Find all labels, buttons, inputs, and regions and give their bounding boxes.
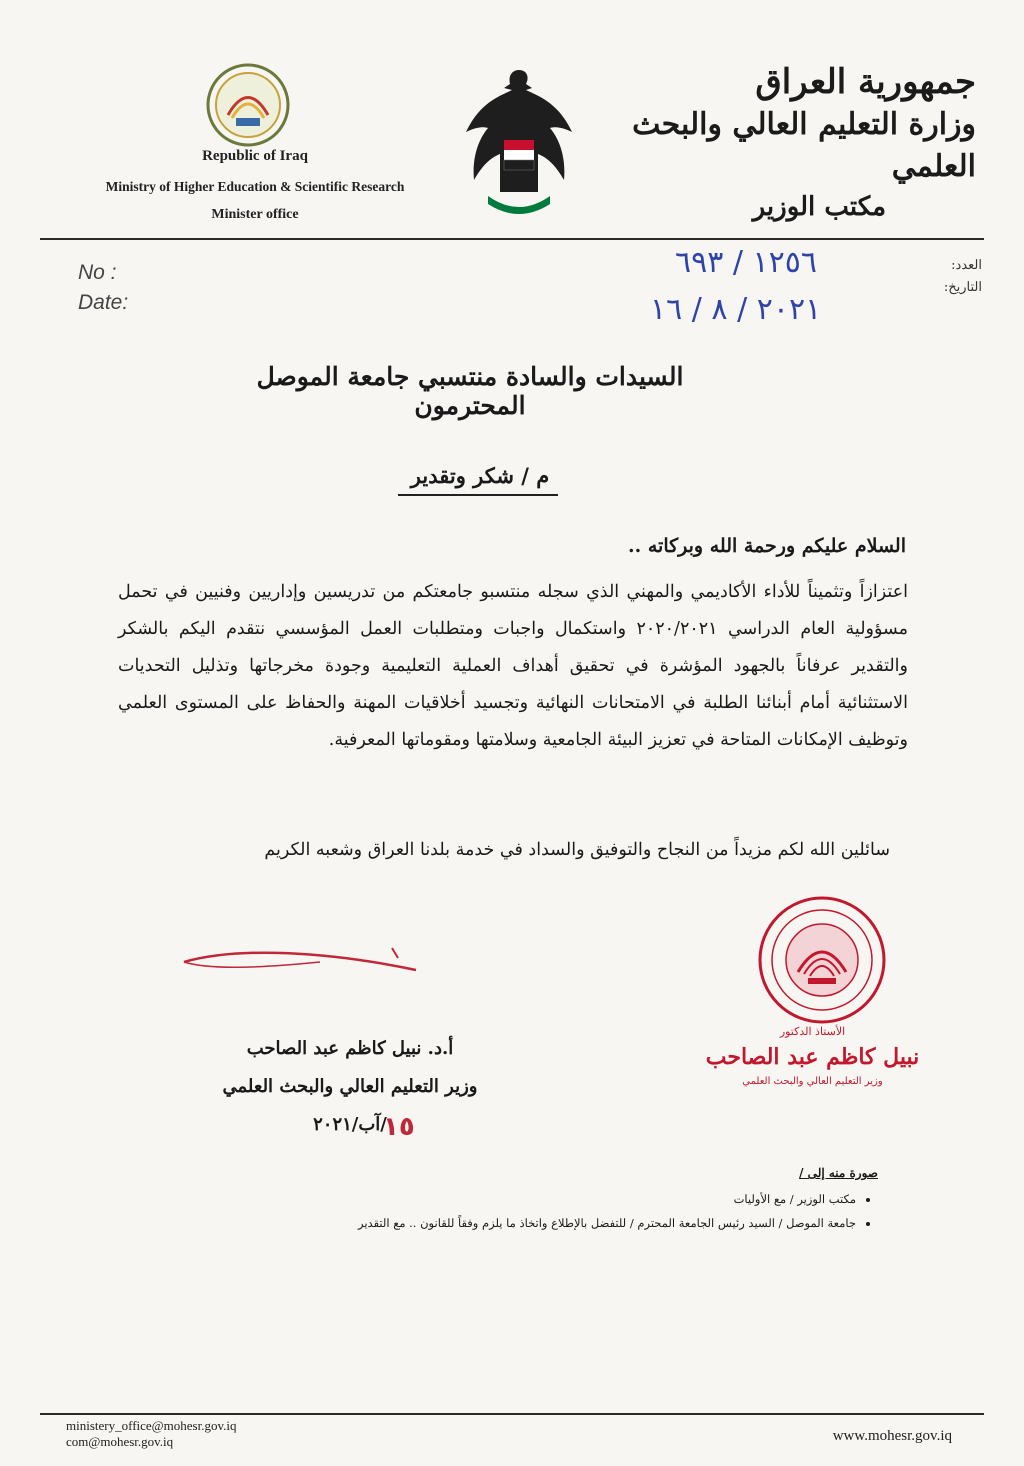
footer-email-1: ministery_office@mohesr.gov.iq <box>66 1418 237 1433</box>
footer-website: www.mohesr.gov.iq <box>832 1428 952 1444</box>
arabic-ministry: وزارة التعليم العالي والبحث العلمي <box>632 107 976 184</box>
handwritten-day: ١٥ <box>383 1112 415 1142</box>
closing-line: سائلين الله لكم مزيداً من النجاح والتوفيق والسداد في خدمة بلدنا العراق وشعبه الكريم <box>264 840 890 860</box>
seal-text-top: الأستاذ الدكتور <box>779 1025 846 1038</box>
signatory-title: وزير التعليم العالي والبحث العلمي <box>222 1076 478 1097</box>
signatory-block <box>195 1030 505 1144</box>
arabic-office: مكتب الوزير <box>752 192 886 222</box>
subject: م / شكر وتقدير <box>410 463 550 488</box>
subject-underline <box>398 494 558 496</box>
greeting: السلام عليكم ورحمة الله وبركاته .. <box>628 535 906 557</box>
english-ministry: Ministry of Higher Education & Scientific Research <box>105 179 405 194</box>
arabic-ref-labels <box>944 255 982 299</box>
ar-date-label: التاريخ: <box>943 280 982 295</box>
list-item: • جامعة الموصل / السيد رئيس الجامعة المحترم / للتفضل بالإطلاع واتخاذ ما يلزم وفقاً للقانون .. مع التقدير <box>176 1216 856 1230</box>
handwritten-reference-number: ١٢٥٦ / ٦٩٣ <box>675 245 817 280</box>
header-divider <box>40 238 984 240</box>
list-item: • مكتب الوزير / مع الأوليات <box>176 1192 856 1206</box>
arabic-country: جمهورية العراق <box>755 62 976 102</box>
body-paragraph: اعتزازاً وتثميناً للأداء الأكاديمي والمهني الذي سجله منتسبو جامعتكم من تدريسين وإداريين وفنيين في تحمل مسؤولية العام الدراسي ٢٠٢٠/٢٠٢١ واستكمال واجبات ومتطلبات العمل المؤسسي نتقدم اليكم بالشكر والتقدير عرفاناً بالجهود المؤشرة في تحقيق أهداف العملية التعليمية وجودة مخرجاتها وتذليل التحديات الاستثنائية أمام أبنائنا الطلبة في الامتحانات النهائية وتجسيد أخلاقيات المهنة والحفاظ على المستوى العلمي وتوظيف الإمكانات المتاحة في تعزيز البيئة الجامعية وسلامتها ومقوماتها المعرفية. <box>118 582 909 750</box>
seal-signature-text <box>690 1022 935 1092</box>
seal-text-bottom: وزير التعليم العالي والبحث العلمي <box>742 1076 883 1087</box>
footer-divider <box>40 1413 984 1415</box>
iraq-eagle-emblem-icon <box>460 62 578 220</box>
no-label: No : <box>78 261 117 284</box>
handwritten-date: ٢٠٢١ / ٨ / ١٦ <box>650 292 822 327</box>
copies-title: صورة منه إلى / <box>799 1166 878 1180</box>
english-country: Republic of Iraq <box>202 148 308 164</box>
arabic-letterhead <box>616 60 976 226</box>
date-label: Date: <box>78 291 129 314</box>
addressee: السيدات والسادة منتسبي جامعة الموصل المحترمون <box>256 362 684 420</box>
ministry-logo-icon <box>198 60 298 150</box>
signature-scribble-icon <box>180 940 420 1000</box>
signatory-name: أ.د. نبيل كاظم عبد الصاحب <box>246 1038 454 1059</box>
footer-emails <box>66 1418 236 1450</box>
english-ref-labels <box>78 258 128 318</box>
official-seal-icon <box>752 890 892 1040</box>
footer-email-2: com@mohesr.gov.iq <box>66 1434 174 1449</box>
signature-date: /آب/٢٠٢١ <box>313 1114 387 1135</box>
english-letterhead <box>60 148 450 223</box>
seal-text-name: نبيل كاظم عبد الصاحب <box>705 1044 920 1070</box>
copies-list <box>176 1192 874 1240</box>
ar-no-label: العدد: <box>951 258 982 273</box>
english-office: Minister office <box>211 207 299 222</box>
